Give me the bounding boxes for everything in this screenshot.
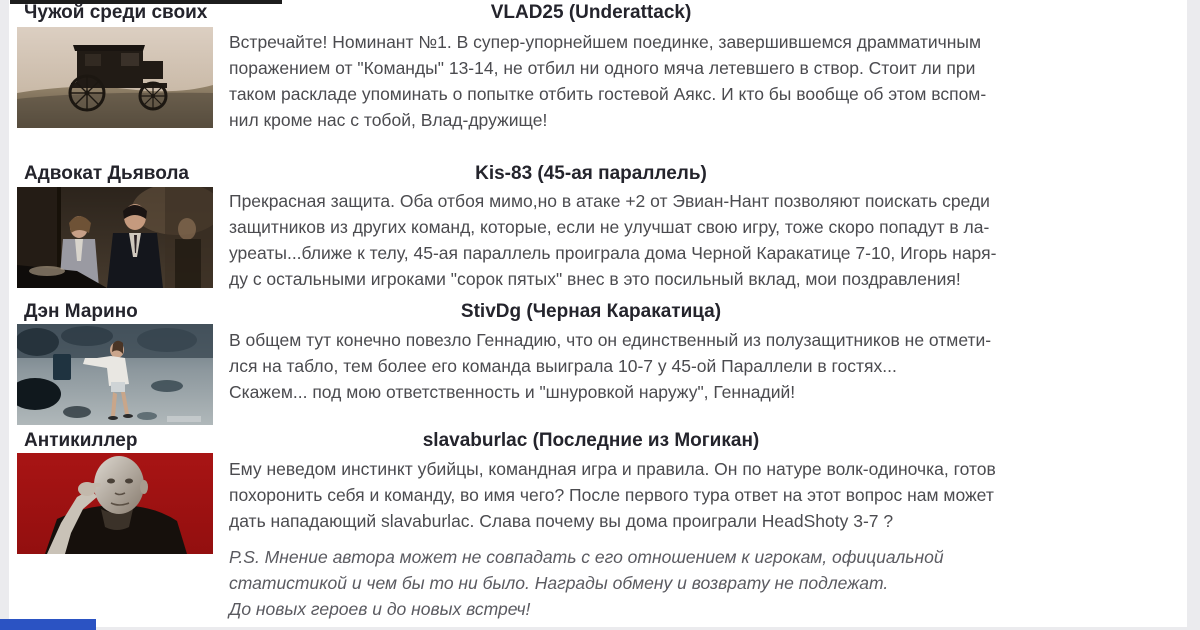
movie-title-3: Дэн Марино xyxy=(24,301,138,322)
movie-title-1: Чужой среди своих xyxy=(24,2,208,23)
text-line: лся на табло, тем более его команда выиграла 10-7 у 45-ой Параллели в гостях... xyxy=(229,356,897,376)
text-line: Скажем... под мою ответственность и "шнуровкой наружу", Геннадий! xyxy=(229,382,796,402)
movie-still-2 xyxy=(17,187,213,288)
text-line: Ему неведом инстинкт убийцы, командная игра и правила. Он по натуре волк-одиночка, готов xyxy=(229,459,996,479)
text-line: Прекрасная защита. Оба отбоя мимо,но в атаке +2 от Эвиан-Нант позволяют поискать среди xyxy=(229,191,990,211)
postscript xyxy=(229,544,944,622)
entry-body-3 xyxy=(229,327,991,405)
text-line: поражением от "Команды" 13-14, не отбил ни одного мяча летевшего в створ. Стоит ли при xyxy=(229,58,976,78)
old-carriage-photo-icon xyxy=(17,27,213,128)
text-line: похоронить себя и команду, во имя чего? После первого тура ответ на этот вопрос нам может xyxy=(229,485,994,505)
nominee-title-1: VLAD25 (Underattack) xyxy=(490,2,692,23)
text-line: Встречайте! Номинант №1. В супер-упорнейшем поединке, завершившемся драмматичным xyxy=(229,32,982,52)
text-line: статистикой и чем бы то ни было. Награды обмену и возврату не подлежат. xyxy=(229,573,889,593)
entry-body-1 xyxy=(229,29,986,133)
text-line: таком раскладе упоминать о попытке отбить гостевой Аякс. И кто бы вообще об этом вспом- xyxy=(229,84,987,104)
street-scene-photo-icon xyxy=(17,324,213,425)
text-line: ду с остальными игроками "сорок пятых" внес в это посильный вклад, мои поздравления! xyxy=(229,269,961,289)
text-line: P.S. Мнение автора может не совпадать с его отношением к игрокам, официальной xyxy=(229,547,944,567)
text-line: дать нападающий slavaburlac. Слава почему вы дома проиграли HeadShoty 3-7 ? xyxy=(229,511,894,531)
movie-still-4 xyxy=(17,453,213,554)
nominee-title-4: slavaburlac (Последние из Могикан) xyxy=(422,430,760,451)
nominee-title-2: Kis-83 (45-ая параллель) xyxy=(475,163,707,184)
movie-title-2: Адвокат Дьявола xyxy=(24,163,189,184)
red-poster-bald-man-photo-icon xyxy=(17,453,213,554)
text-line: защитников из других команд, которые, если не улучшат свою игру, тоже скоро попадут в ла- xyxy=(229,217,990,237)
text-line: уреаты...ближе к телу, 45-ая параллель проиграла дома Черной Каракатице 7-10, Игорь наря- xyxy=(229,243,997,263)
page-right-margin xyxy=(1187,0,1200,630)
nominee-title-3: StivDg (Черная Каракатица) xyxy=(460,301,722,322)
entry-body-4 xyxy=(229,456,996,534)
movie-still-3 xyxy=(17,324,213,425)
bottom-left-blue-bar xyxy=(0,619,96,630)
text-line: До новых героев и до новых встреч! xyxy=(229,599,531,619)
movie-title-4: Антикиллер xyxy=(24,430,138,451)
courtroom-scene-photo-icon xyxy=(17,187,213,288)
text-line: В общем тут конечно повезло Геннадию, что он единственный из полузащитников не отмети- xyxy=(229,330,992,350)
movie-still-1 xyxy=(17,27,213,128)
text-line: нил кроме нас с тобой, Влад-дружище! xyxy=(229,110,548,130)
entry-body-2 xyxy=(229,188,996,292)
